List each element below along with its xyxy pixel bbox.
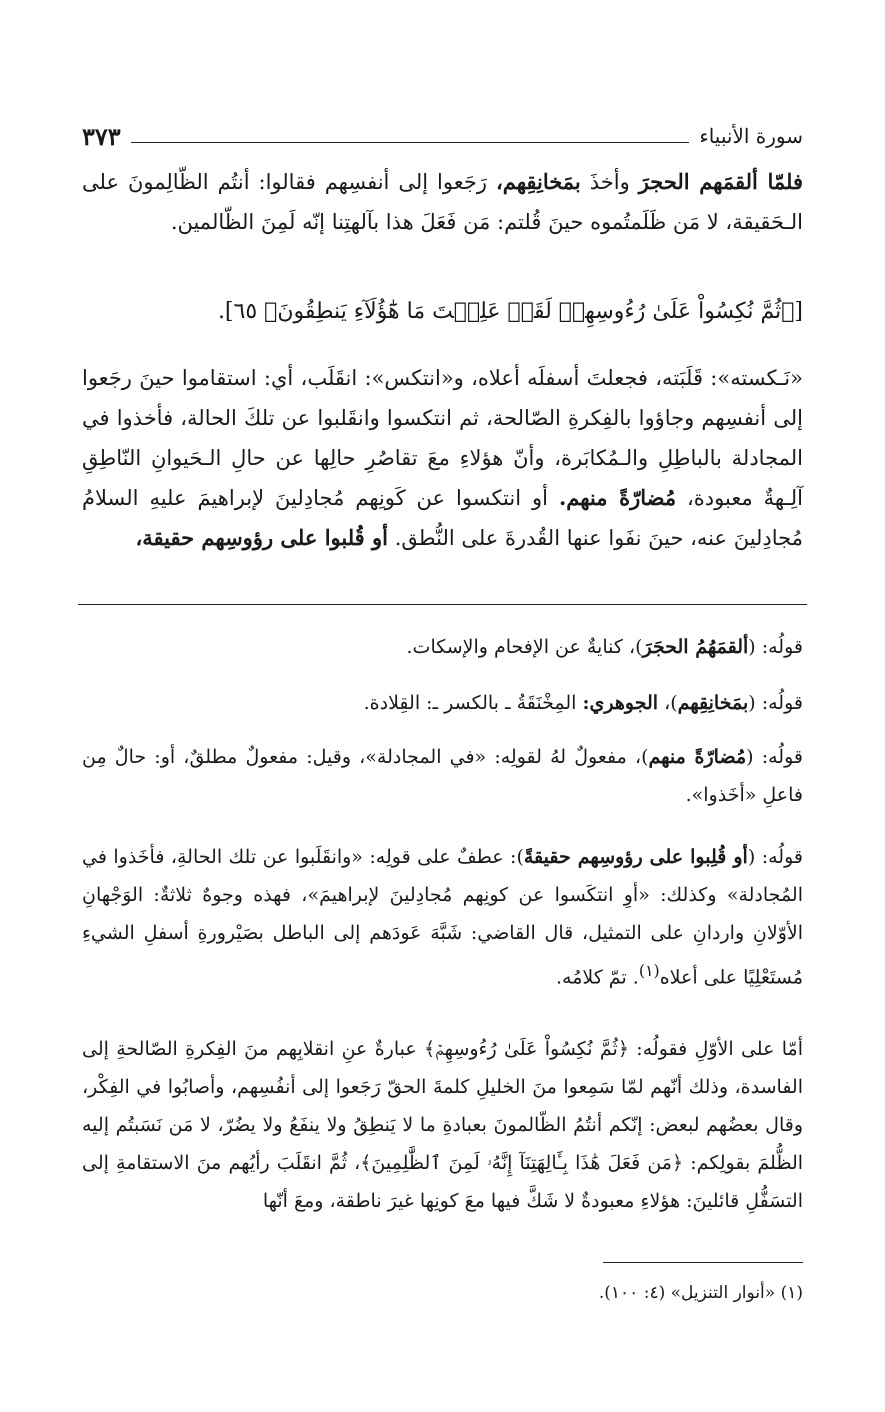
main-paragraph-2	[82, 358, 803, 558]
section-divider	[78, 604, 807, 605]
bold-phrase: مُضارّةً منهم.	[558, 485, 677, 510]
quran-quote: ﴿ثُمَّ نُكِسُواْ عَلَىٰ رُءُوسِهِمۡ﴾	[424, 1038, 629, 1060]
text-run: وأخذَ	[580, 170, 639, 194]
bold-phrase: ألقمَهُمُ الحجَرَ	[642, 636, 749, 658]
text-run: )،	[658, 692, 678, 714]
quran-verse: [﴿ثُمَّ نُكِسُواْ عَلَىٰ رُءُوسِهِمۡ لَقَدۡ عَلِمۡتَ مَا هَٰٓؤُلَآءِ يَنطِقُونَ﴾ ٦٥].	[217, 299, 803, 324]
text-run: قولُه: (	[748, 636, 803, 658]
text-run: أو انتكسوا عن كَونِهم مُجادِلينَ لإبراهيمَ عليهِ السلامُ مُجادِلينَ عنه، حينَ نفَوا عنها القُدرةَ على النُّطق.	[82, 486, 803, 550]
text-run: قولُه: (	[746, 746, 803, 768]
commentary-2	[82, 684, 803, 722]
page-header	[82, 118, 803, 154]
bold-phrase: بمَخانِقِهم	[677, 692, 749, 714]
text-run: «نَـكسته»: قَلَبَته، فجعلتَ أسفلَه أعلاه، و«انتكس»: انقَلَب، أي: استقاموا حينَ رجَعوا إلى أنفسِهم وجاؤوا بالفِكرةِ الصّالحة، ثم انتكسوا وانقَلبوا عن تلكَ الحالة، فأخذوا في المجادلة بالباطِلِ والـمُكابَرة، وأنّ هؤلاءِ معَ تقاصُرِ حالِها عن حالِ الـحَيوانِ النّاطِقِ آلِـهةٌ معبودة،	[82, 366, 803, 510]
text-run: ): عطفٌ على قولِه: «وانقَلَبوا عن تلك الحالةِ، فأخَذوا في المُجادلة» وكذلك: «أوِ انتكَسوا عن كونِهم مُجادِلينَ لإبراهيمَ»، فهذه وجوهٌ ثلاثةٌ: الوَجْهانِ الأوّلانِ واردانِ على التمثيل، قال القاضي: شَبَّهَ عَودَهم إلى الباطل بصَيْرورةِ أسفلِ الشيءِ مُستَعْلِيًا على أعلاه	[82, 846, 803, 989]
quran-quote: ﴿مَن فَعَلَ هَٰذَا بِـَٔالِهَتِنَآ إِنَّهُۥ لَمِنَ ٱلظَّٰلِمِينَ﴾	[360, 1152, 684, 1174]
surah-title: سورة الأنبياء	[699, 124, 803, 148]
text-run: ، ثُمَّ انقَلَبَ رأيُهم منَ الاستقامةِ إلى التسَفُّلِ قائلينَ: هؤلاءِ معبودةٌ لا شَكَّ فيها معَ كونِها غيرَ ناطقة، ومعَ أنّها	[82, 1152, 803, 1212]
commentary-3	[82, 738, 803, 814]
text-run: . تمّ كلامُه.	[555, 966, 639, 989]
bold-phrase: مُضارّةً منهم	[648, 746, 747, 768]
text-run: )، كنايةٌ عن الإفحام والإسكات.	[406, 636, 643, 658]
header-rule	[131, 130, 690, 143]
main-paragraph-1	[82, 162, 803, 242]
page-number: ٣٧٣	[82, 121, 121, 151]
bold-phrase: الجوهري:	[582, 692, 659, 714]
bold-phrase: أو قُلبوا على رؤوسِهم حقيقة،	[135, 525, 389, 550]
text-run: رَجَعوا إلى أنفسِهم فقالوا: أنتُم الظّالِمونَ على الـحَقيقة، لا مَن ظَلَمتُموه حينَ قُلتم: مَن فَعَلَ هذا بآلهتِنا إنّه لَمِنَ الظّالمين.	[82, 170, 803, 234]
text-run: أمّا على الأوّلِ فقولُه:	[628, 1038, 803, 1060]
footnote-rule	[603, 1262, 803, 1263]
text-run: قولُه: (	[747, 846, 803, 868]
footnote-reference[interactable]: (١)	[638, 961, 660, 980]
bold-phrase: فلمّا ألقمَهم الحجرَ	[638, 169, 803, 194]
commentary-4	[82, 838, 803, 996]
footnote: (١) «أنوار التنزيل» (٤: ١٠٠).	[598, 1283, 803, 1303]
bold-phrase: بمَخانِقِهم،	[495, 169, 581, 194]
commentary-1	[82, 628, 803, 666]
text-run: المِخْنَقَةُ ـ بالكسر ـ: القِلادة.	[363, 692, 583, 714]
commentary-5	[82, 1030, 803, 1220]
text-run: عبارةٌ عنِ انقلابِهم منَ الفِكرةِ الصّالحةِ إلى الفاسدة، وذلك أنّهم لمّا سَمِعوا منَ الخليلِ كلمةَ الحقّ رَجَعوا إلى أنفُسِهم، وأصابُوا في الفِكْر، وقال بعضُهم لبعض: إنّكم أنتُمُ الظّالمونَ بعبادةِ ما لا يَنطِقُ ولا ينفَعُ ولا يضُرّ، لا مَن نَسَبتُم إليه الظُّلمَ بقولِكم:	[82, 1038, 804, 1174]
text-run: )، مفعولٌ لهُ لقولِه: «في المجادلة»، وقيل: مفعولٌ مطلقٌ، أو: حالٌ مِن فاعلِ «أخَذوا».	[82, 746, 803, 806]
bold-phrase: أو قُلِبوا على رؤوسِهم حقيقةً	[523, 846, 748, 868]
text-run: قولُه: (	[748, 692, 803, 714]
